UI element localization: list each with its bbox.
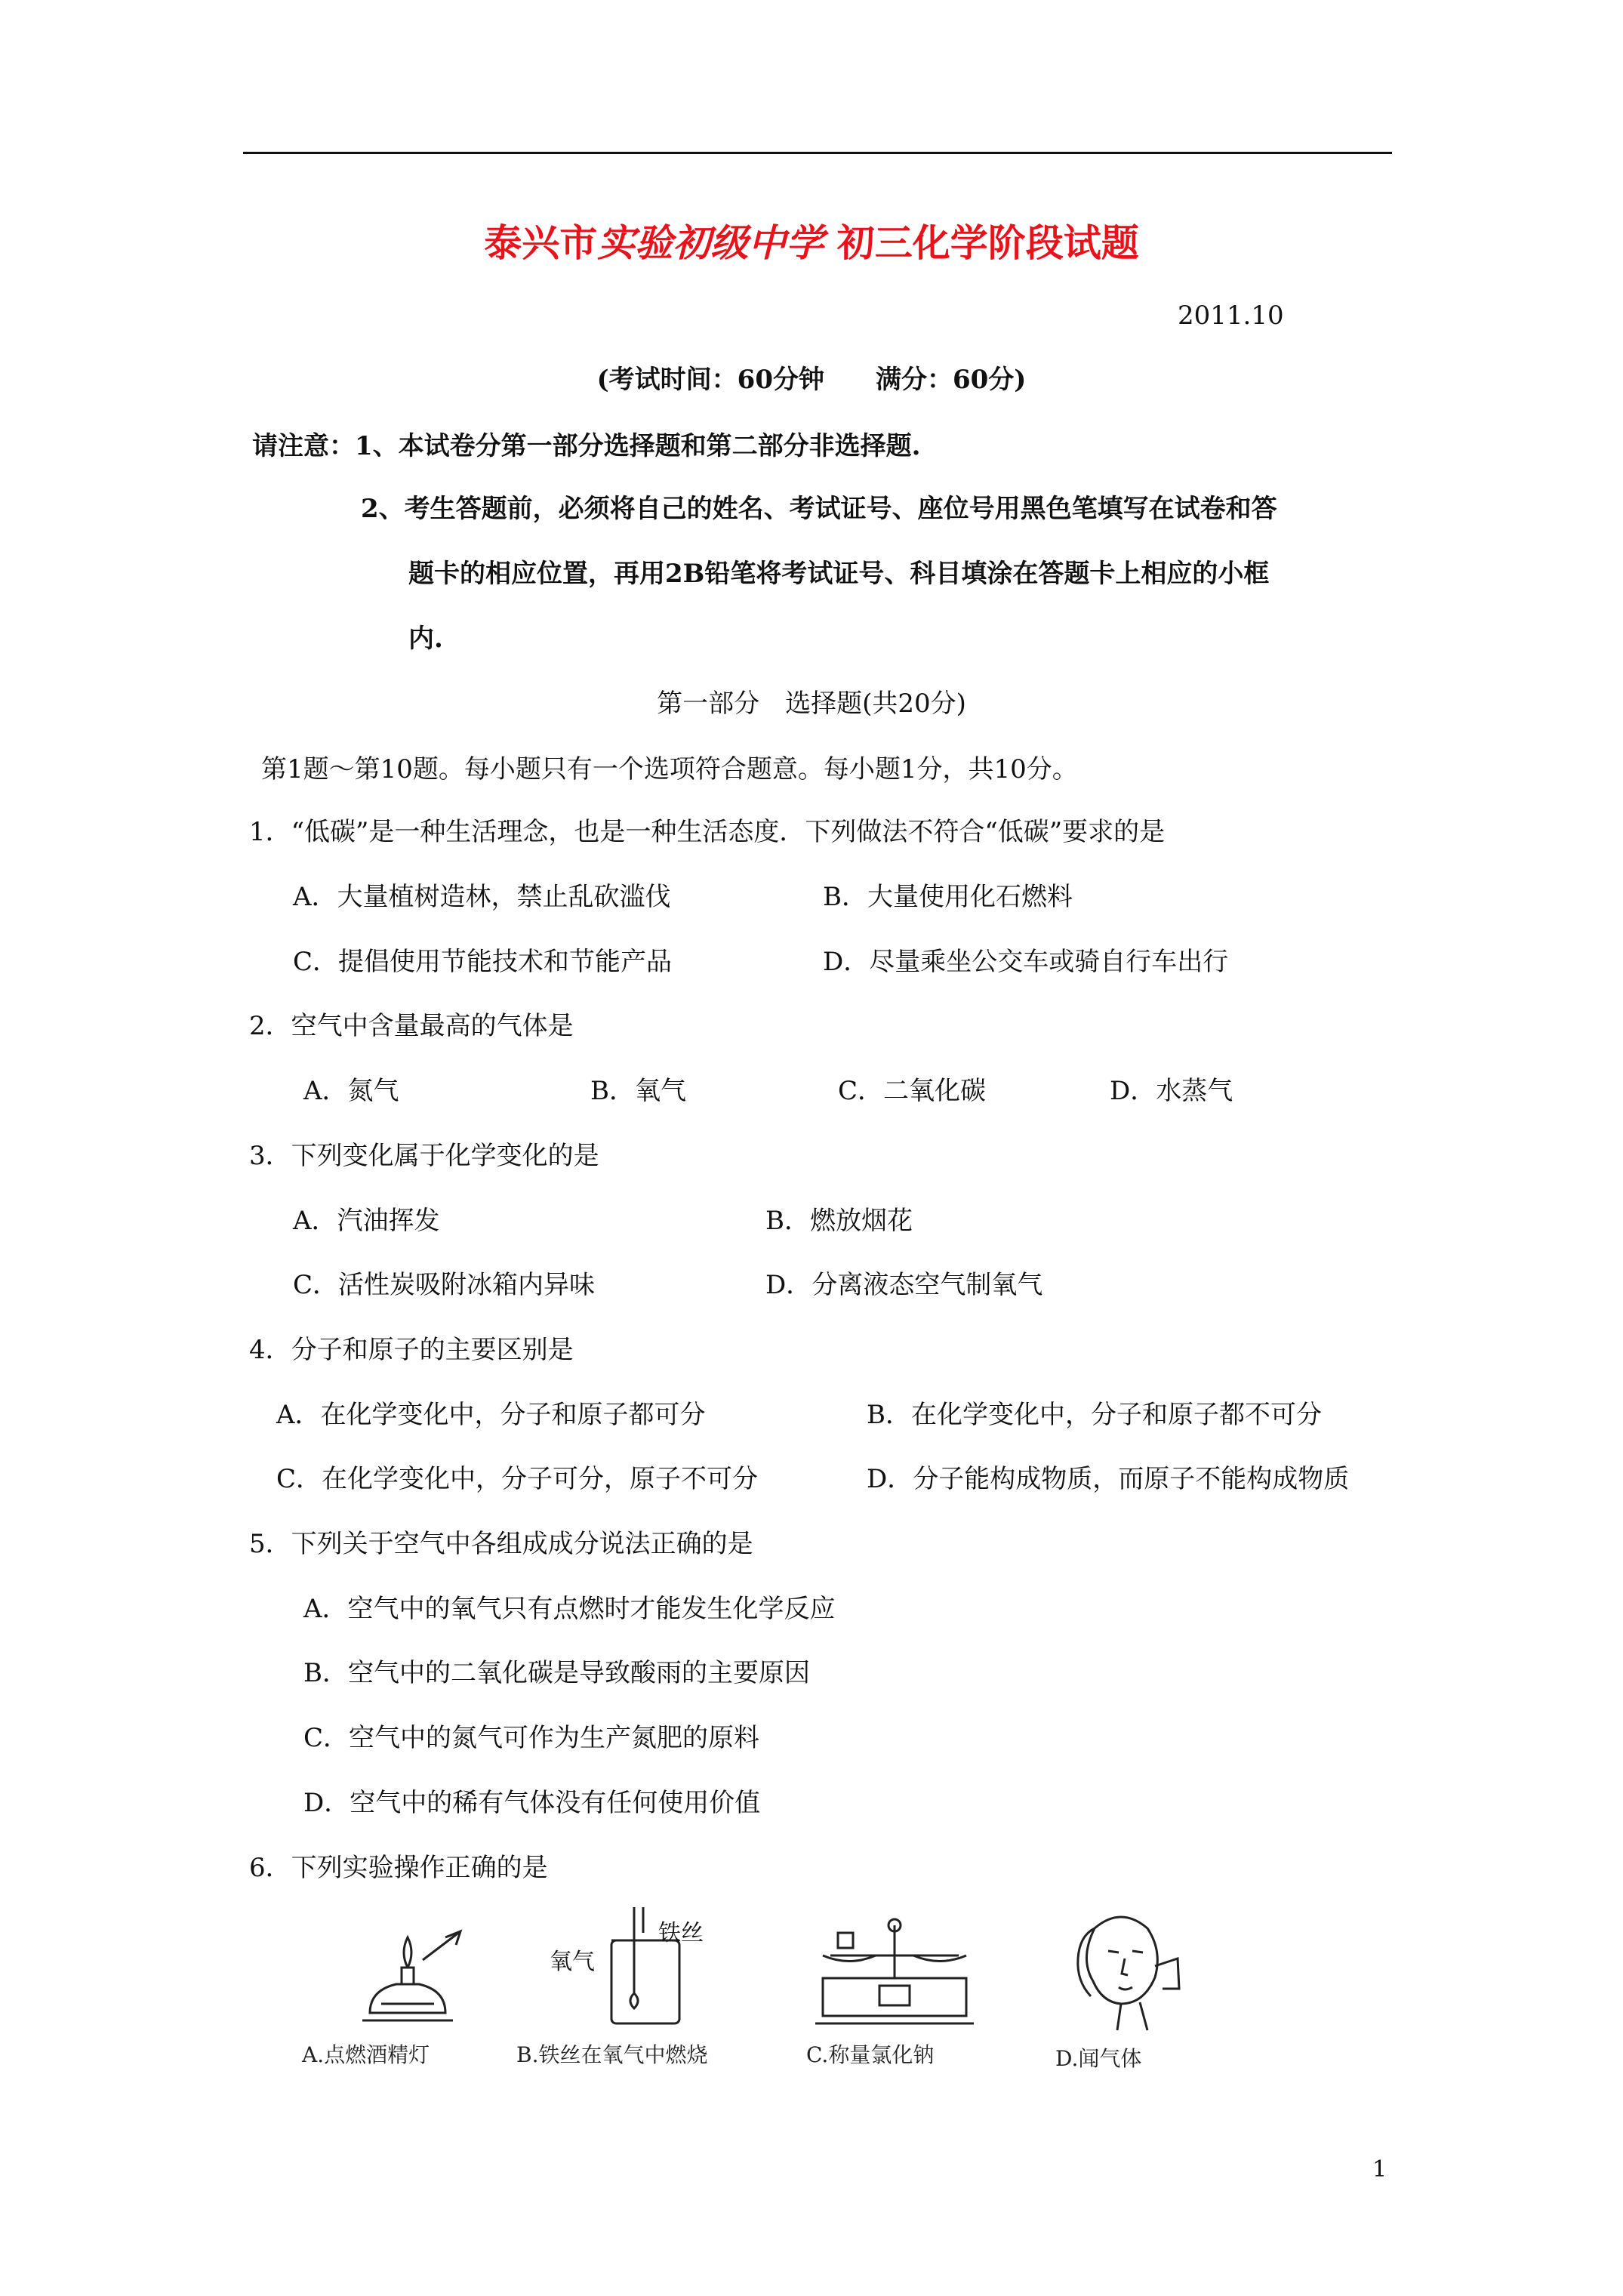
question-2-option-c: C．二氧化碳 — [838, 1076, 987, 1106]
question-3-option-b: B．燃放烟花 — [765, 1206, 913, 1236]
figure-label-iron-wire: 铁丝 — [658, 1920, 704, 1946]
exam-info: (考试时间：60分钟 满分：60分) — [596, 365, 1027, 395]
question-1-option-b: B．大量使用化石燃料 — [823, 882, 1073, 912]
figure-label-oxygen: 氧气 — [550, 1949, 595, 1975]
question-3-option-a: A．汽油挥发 — [293, 1206, 440, 1236]
question-2-option-a: A．氮气 — [303, 1076, 399, 1106]
notice-line-1: 请注意：1、本试卷分第一部分选择题和第二部分非选择题. — [252, 431, 921, 461]
exam-title: 泰兴市实验初级中学 初三化学阶段试题 — [484, 220, 1139, 265]
question-4-option-b: B．在化学变化中，分子和原子都不可分 — [867, 1400, 1322, 1430]
figure-balance-scale — [808, 1910, 981, 2031]
question-2-stem: 2．空气中含量最高的气体是 — [249, 1011, 574, 1041]
question-4-option-a: A．在化学变化中，分子和原子都可分 — [276, 1400, 706, 1430]
figure-caption-c: C.称量氯化钠 — [806, 2042, 935, 2067]
question-1-option-c: C．提倡使用节能技术和节能产品 — [293, 947, 673, 977]
question-1-stem: 1．“低碳”是一种生活理念，也是一种生活态度．下列做法不符合“低碳”要求的是 — [249, 817, 1166, 847]
question-5-option-b: B．空气中的二氧化碳是导致酸雨的主要原因 — [303, 1658, 810, 1688]
question-4-stem: 4．分子和原子的主要区别是 — [249, 1335, 574, 1365]
figure-caption-d: D.闻气体 — [1055, 2046, 1142, 2071]
question-3-option-d: D．分离液态空气制氧气 — [765, 1270, 1043, 1300]
question-3-option-c: C．活性炭吸附冰箱内异味 — [293, 1270, 596, 1300]
figure-caption-a: A.点燃酒精灯 — [302, 2042, 430, 2067]
page-number: 1 — [1372, 2156, 1387, 2183]
question-2-option-d: D．水蒸气 — [1110, 1076, 1233, 1106]
question-4-option-d: D．分子能构成物质，而原子不能构成物质 — [867, 1464, 1350, 1494]
question-5-option-c: C．空气中的氮气可作为生产氮肥的原料 — [303, 1723, 760, 1753]
question-6-stem: 6．下列实验操作正确的是 — [249, 1853, 548, 1883]
section-heading: 第一部分 选择题(共20分) — [657, 689, 966, 719]
notice-line-4: 内. — [408, 624, 443, 654]
header-rule — [243, 152, 1392, 154]
question-4-option-c: C．在化学变化中，分子可分，原子不可分 — [276, 1464, 759, 1494]
question-5-option-d: D．空气中的稀有气体没有任何使用价值 — [303, 1788, 761, 1818]
question-5-option-a: A．空气中的氧气只有点燃时才能发生化学反应 — [303, 1594, 836, 1624]
question-2-option-b: B．氧气 — [590, 1076, 686, 1106]
figure-alcohol-lamp — [340, 1915, 476, 2028]
question-3-stem: 3．下列变化属于化学变化的是 — [249, 1141, 599, 1171]
question-1-option-d: D．尽量乘坐公交车或骑自行车出行 — [823, 947, 1229, 977]
exam-date: 2011.10 — [1178, 300, 1284, 331]
figure-caption-b: B.铁丝在氧气中燃烧 — [516, 2042, 708, 2067]
section-instruction: 第1题～第10题。每小题只有一个选项符合题意。每小题1分，共10分。 — [261, 754, 1078, 784]
notice-line-3: 题卡的相应位置，再用2B铅笔将考试证号、科目填涂在答题卡上相应的小框 — [408, 559, 1270, 589]
notice-line-2: 2、考生答题前，必须将自己的姓名、考试证号、座位号用黑色笔填写在试卷和答 — [361, 494, 1277, 524]
question-5-stem: 5．下列关于空气中各组成成分说法正确的是 — [249, 1529, 753, 1559]
figure-smelling-gas — [1049, 1906, 1200, 2034]
question-1-option-a: A．大量植树造林，禁止乱砍滥伐 — [293, 882, 671, 912]
